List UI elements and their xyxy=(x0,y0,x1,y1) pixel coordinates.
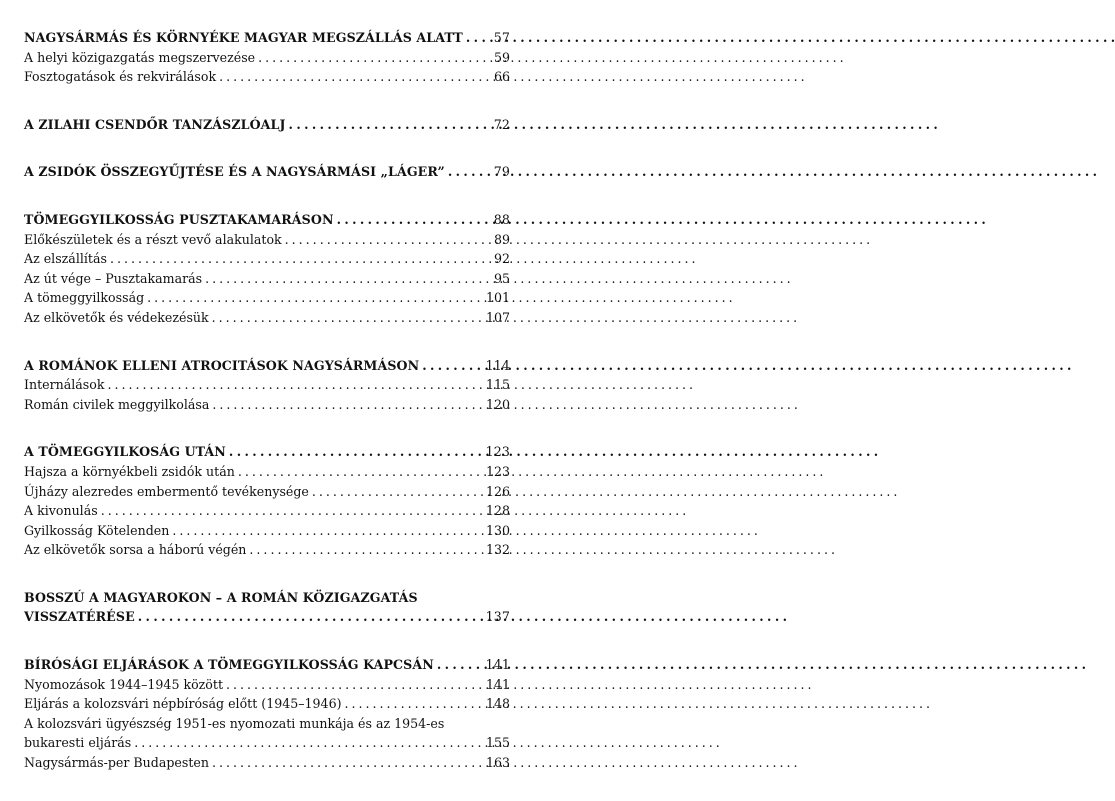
dot-leader xyxy=(448,162,485,182)
toc-page-number: 59 xyxy=(493,49,510,65)
toc-page-number: 57 xyxy=(493,30,510,45)
toc-page-number: 95 xyxy=(493,270,510,286)
toc-heading-title: A ZILAHI CSENDŐR TANZÁSZLÓALJ xyxy=(24,116,286,132)
toc-entry[interactable] xyxy=(24,753,510,773)
toc-page-number: 79 xyxy=(493,164,510,180)
toc-entry-title: Az elkövetők sorsa a háború végén xyxy=(24,542,247,558)
dot-leader xyxy=(466,28,485,48)
toc-entry[interactable] xyxy=(24,501,510,521)
toc-entry[interactable] xyxy=(24,288,510,308)
toc-section xyxy=(24,210,510,328)
toc-heading-entry[interactable] xyxy=(24,162,510,182)
dot-leader xyxy=(437,655,483,675)
toc-section xyxy=(24,655,510,773)
dot-leader xyxy=(312,482,483,502)
toc-page-number: 107 xyxy=(485,309,510,325)
dot-leader xyxy=(134,733,483,753)
toc-page-number: 88 xyxy=(493,211,510,227)
toc-entry-title: Nyomozások 1944–1945 között xyxy=(24,676,224,692)
toc-page-number: 148 xyxy=(485,696,510,712)
dot-leader xyxy=(422,356,482,376)
toc-entry[interactable] xyxy=(24,540,510,560)
toc-entry-title: Internálások xyxy=(24,377,105,393)
toc-heading-title: VISSZATÉRÉSE xyxy=(24,609,135,625)
toc-heading-entry[interactable] xyxy=(24,28,510,48)
toc-page-number: 141 xyxy=(485,657,510,673)
dot-leader xyxy=(229,442,483,462)
dot-leader xyxy=(172,521,483,541)
toc-heading-title: BÍRÓSÁGI ELJÁRÁSOK A TÖMEGGYILKOSSÁG KAPCSÁN xyxy=(24,657,434,673)
dot-leader xyxy=(205,269,485,289)
toc-entry-title: Eljárás a kolozsvári népbíróság előtt (1945–1946) xyxy=(24,696,342,712)
toc-entry-title: Az elszállítás xyxy=(24,251,107,267)
dot-leader xyxy=(219,67,485,87)
toc-page-number: 141 xyxy=(485,676,510,692)
toc-page-number: 128 xyxy=(485,503,510,519)
dot-leader xyxy=(147,288,483,308)
toc-entry[interactable] xyxy=(24,733,510,753)
toc-page-number: 72 xyxy=(493,116,510,132)
toc-page-number: 163 xyxy=(485,755,510,771)
toc-entry[interactable] xyxy=(24,230,510,250)
toc-page-number: 155 xyxy=(485,735,510,751)
toc-entry-title: Újházy alezredes embermentő tevékenysége xyxy=(24,483,309,499)
toc-section xyxy=(24,588,510,627)
toc-entry-title: Gyilkosság Kötelenden xyxy=(24,522,170,538)
toc-heading-title: A ROMÁNOK ELLENI ATROCITÁSOK NAGYSÁRMÁSON xyxy=(24,357,420,373)
toc-page-number: 115 xyxy=(485,377,510,393)
dot-leader xyxy=(101,501,483,521)
toc-entry-title-line1[interactable]: A kolozsvári ügyészség 1951-es nyomozati munkája és az 1954-es xyxy=(24,715,445,731)
toc-section xyxy=(24,442,510,560)
toc-page-number: 132 xyxy=(485,542,510,558)
table-of-contents xyxy=(24,28,510,801)
toc-entry[interactable] xyxy=(24,462,510,482)
toc-heading-entry[interactable] xyxy=(24,356,510,376)
toc-entry[interactable] xyxy=(24,482,510,502)
toc-entry-title: Nagysármás-per Budapesten xyxy=(24,755,209,771)
toc-page-number: 92 xyxy=(493,251,510,267)
toc-entry[interactable] xyxy=(24,375,510,395)
toc-entry-title: A kivonulás xyxy=(24,503,98,519)
toc-entry-title: Fosztogatások és rekvirálások xyxy=(24,69,217,85)
toc-entry[interactable] xyxy=(24,308,510,328)
toc-entry-title: Román civilek meggyilkolása xyxy=(24,396,210,412)
toc-entry-title: Előkészületek és a részt vevő alakulatok xyxy=(24,231,282,247)
dot-leader xyxy=(249,540,483,560)
toc-entry-title: A tömeggyilkosság xyxy=(24,290,145,306)
toc-entry[interactable] xyxy=(24,521,510,541)
toc-section xyxy=(24,28,510,87)
dot-leader xyxy=(345,694,483,714)
toc-page-number: 123 xyxy=(485,463,510,479)
toc-section xyxy=(24,115,510,135)
dot-leader xyxy=(212,308,483,328)
toc-entry[interactable] xyxy=(24,395,510,415)
toc-page-number: 120 xyxy=(485,396,510,412)
toc-heading-title: NAGYSÁRMÁS ÉS KÖRNYÉKE MAGYAR MEGSZÁLLÁS ALATT xyxy=(24,30,463,45)
toc-heading-entry[interactable] xyxy=(24,210,510,230)
toc-entry[interactable] xyxy=(24,48,510,68)
toc-heading-title: A ZSIDÓK ÖSSZEGYŰJTÉSE ÉS A NAGYSÁRMÁSI „LÁGER” xyxy=(24,164,445,180)
toc-entry-title: A helyi közigazgatás megszervezése xyxy=(24,49,256,65)
toc-heading-entry[interactable] xyxy=(24,442,510,462)
dot-leader xyxy=(138,607,483,627)
toc-page-number: 126 xyxy=(485,483,510,499)
toc-entry[interactable] xyxy=(24,67,510,87)
toc-entry-title: bukaresti eljárás xyxy=(24,735,132,751)
toc-heading-entry[interactable] xyxy=(24,655,510,675)
toc-section xyxy=(24,162,510,182)
toc-heading-entry[interactable] xyxy=(24,607,510,627)
dot-leader xyxy=(337,210,485,230)
toc-entry[interactable] xyxy=(24,249,510,269)
toc-entry[interactable] xyxy=(24,269,510,289)
toc-entry-title: Az elkövetők és védekezésük xyxy=(24,309,209,325)
toc-heading-entry[interactable] xyxy=(24,115,510,135)
toc-entry-title: Hajsza a környékbeli zsidók után xyxy=(24,463,235,479)
toc-page-number: 137 xyxy=(485,609,510,625)
dot-leader xyxy=(107,375,483,395)
toc-heading-title: TÖMEGGYILKOSSÁG PUSZTAKAMARÁSON xyxy=(24,211,334,227)
dot-leader xyxy=(285,230,485,250)
toc-heading-title: A TÖMEGGYILKOSÁG UTÁN xyxy=(24,444,226,460)
dot-leader xyxy=(258,48,485,68)
dot-leader xyxy=(212,753,483,773)
toc-page-number: 114 xyxy=(485,357,510,373)
dot-leader xyxy=(212,395,483,415)
toc-entry[interactable] xyxy=(24,694,510,714)
toc-entry[interactable] xyxy=(24,675,510,695)
toc-page-number: 101 xyxy=(485,290,510,306)
toc-section xyxy=(24,356,510,415)
toc-page-number: 89 xyxy=(493,231,510,247)
dot-leader xyxy=(289,115,485,135)
dot-leader xyxy=(238,462,483,482)
toc-heading-title-line1[interactable]: BOSSZÚ A MAGYAROKON – A ROMÁN KÖZIGAZGATÁS xyxy=(24,589,418,605)
dot-leader xyxy=(226,675,483,695)
dot-leader xyxy=(110,249,485,269)
toc-page-number: 66 xyxy=(493,69,510,85)
toc-entry-title: Az út vége – Pusztakamarás xyxy=(24,270,203,286)
toc-page-number: 130 xyxy=(485,522,510,538)
toc-page-number: 123 xyxy=(485,444,510,460)
